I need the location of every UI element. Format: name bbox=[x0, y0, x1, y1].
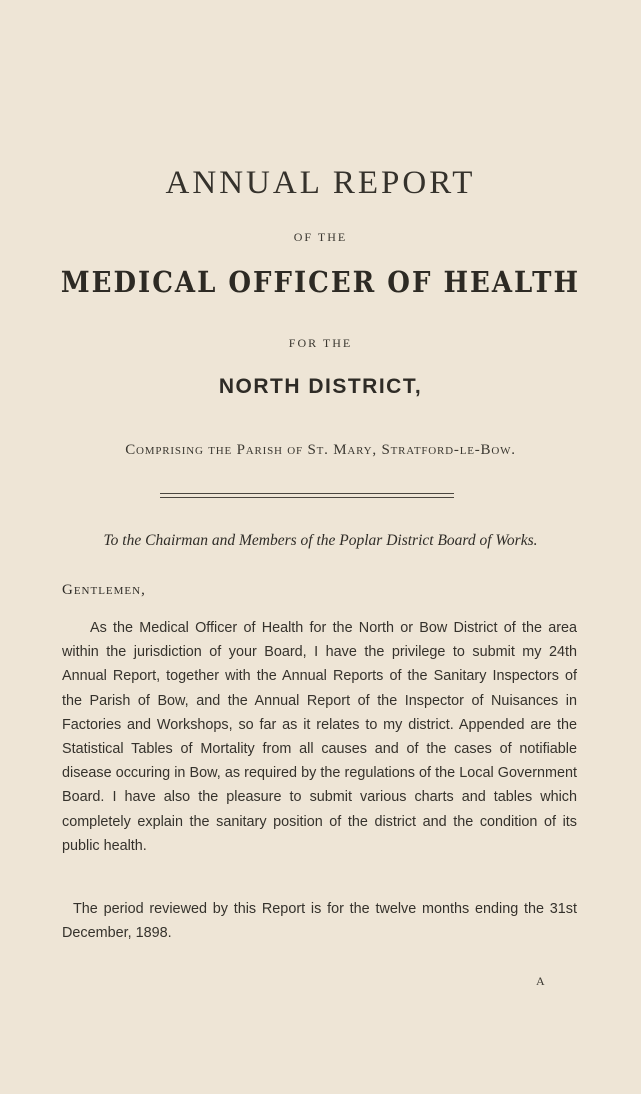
of-the-line: OF THE bbox=[293, 230, 348, 244]
report-title: ANNUAL REPORT bbox=[165, 165, 476, 201]
divider-rule bbox=[160, 493, 454, 498]
for-the-line: FOR THE bbox=[288, 336, 353, 350]
parish-subtitle: Comprising the Parish of St. Mary, Stratford-le-Bow. bbox=[125, 442, 516, 458]
salutation: Gentlemen, bbox=[62, 582, 146, 598]
office-heading: MEDICAL OFFICER OF HEALTH bbox=[60, 266, 581, 300]
body-paragraph-1: As the Medical Officer of Health for the North or Bow District of the area within the jurisdiction of your Board, I have the privilege to submit my 24th Annual Report, together with the Annual Reports of the Sanitary Inspectors of the Parish of Bow, and the Annual Report of the Inspector of Nuisances in Factories and Workshops, so far as it relates to my district. Appended are the Statistical Tables of Mortality from all causes and of the cases of notifiable disease occuring in Bow, as required by the regulations of the Local Government Board. I have also the pleasure to submit various charts and tables which completely explain the sanitary position of the district and the condition of its public health. bbox=[62, 620, 577, 854]
body-paragraph-2: The period reviewed by this Report is for the twelve months ending the 31st December, 1898. bbox=[62, 901, 577, 942]
address-line: To the Chairman and Members of the Poplar District Board of Works. bbox=[103, 532, 538, 549]
district-heading: NORTH DISTRICT, bbox=[218, 375, 423, 398]
signature-mark: A bbox=[536, 974, 545, 988]
